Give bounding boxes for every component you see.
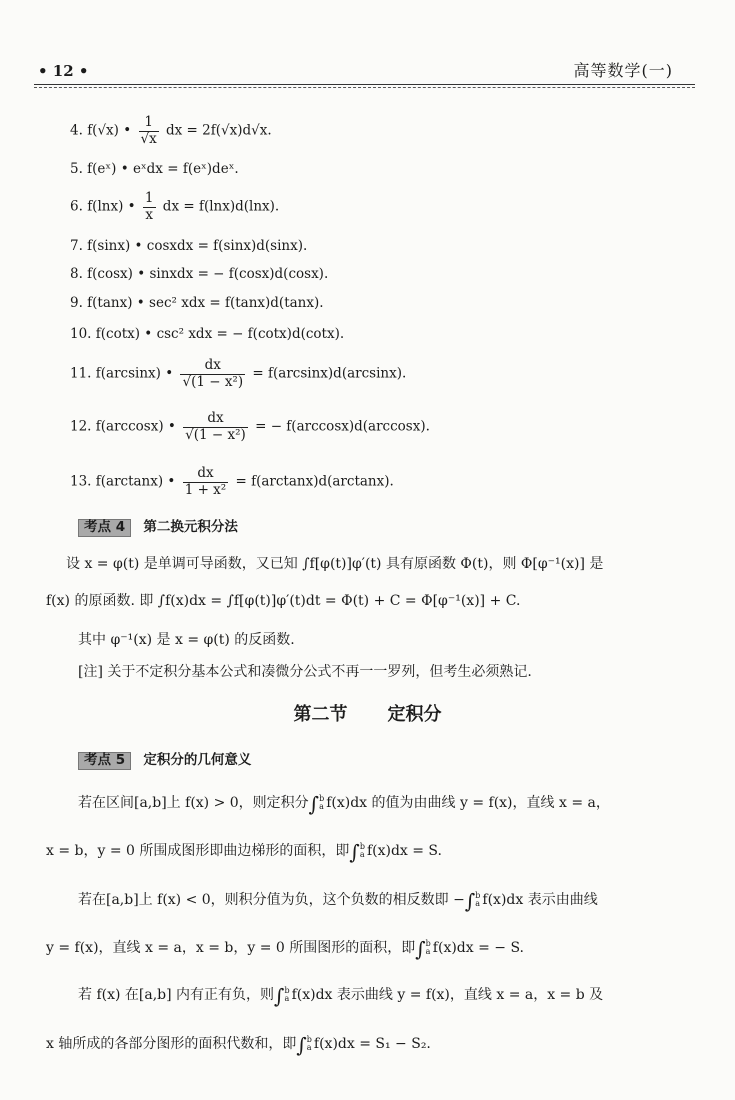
paragraph: x 轴所成的各部分图形的面积代数和，即∫ b a f(x)dx = S₁ − S₂. [46, 1033, 431, 1057]
paragraph: f(x) 的原函数. 即 ∫f(x)dx = ∫f[φ(t)]φ′(t)dt = Φ(t) + C = Φ[φ⁻¹(x)] + C. [46, 593, 521, 609]
formula-8: 8. f(cosx) • sinxdx = − f(cosx)d(cosx). [70, 266, 329, 282]
formula-6: 6. f(lnx) • $\frac{1}{x}$ dx = f(lnx)d(lnx). [70, 190, 280, 223]
formula-13: 13. f(arctanx) • $\frac{dx}{\text{1 + x²}}$ = f(arctanx)d(arctanx). [70, 465, 394, 498]
fraction: $\frac{1}{x}$ [144, 190, 154, 223]
kaodian-5-heading [78, 752, 251, 770]
header-rule [34, 84, 695, 85]
kaodian-4-heading [78, 519, 238, 537]
section-heading: 第二节 定积分 [293, 704, 442, 725]
note: [注] 关于不定积分基本公式和凑微分公式不再一一罗列，但考生必须熟记. [78, 664, 532, 680]
fraction: $\frac{dx}{\text{√(1 − x²)}}$ [185, 410, 246, 443]
paragraph: 若 f(x) 在[a,b] 内有正有负，则∫ b a f(x)dx 表示曲线 y = f(x)，直线 x = a，x = b 及 [78, 984, 604, 1008]
paragraph: 设 x = φ(t) 是单调可导函数，又已知 ∫f[φ(t)]φ′(t) 具有原函数 Φ(t)，则 Φ[φ⁻¹(x)] 是 [66, 556, 604, 572]
header-rule-dashed [34, 87, 695, 88]
formula-7: 7. f(sinx) • cosxdx = f(sinx)d(sinx). [70, 238, 308, 254]
formula-4: 4. f(√x) • $\frac{1}{√x}$ dx = 2f(√x)d√x. [70, 114, 272, 147]
kaodian-badge: 考点 4 [78, 519, 131, 537]
paragraph: y = f(x)，直线 x = a，x = b，y = 0 所围图形的面积，即∫ b a f(x)dx = − S. [46, 937, 525, 961]
formula-9: 9. f(tanx) • sec² xdx = f(tanx)d(tanx). [70, 295, 324, 311]
page-number: • 12 • [38, 62, 89, 80]
fraction: $\frac{dx}{\text{1 + x²}}$ [184, 465, 227, 498]
fraction: $\frac{dx}{\text{√(1 − x²)}}$ [182, 357, 244, 390]
formula-11: 11. f(arcsinx) • $\frac{dx}{\text{√(1 − x²)}}$ = f(arcsinx)d(arcsinx). [70, 357, 407, 390]
paragraph: 若在[a,b]上 f(x) < 0，则积分值为负，这个负数的相反数即 −∫ b a f(x)dx 表示由曲线 [78, 889, 598, 913]
kaodian-badge: 考点 5 [78, 752, 131, 770]
fraction: $\frac{1}{√x}$ [140, 114, 157, 147]
paragraph: x = b，y = 0 所围成图形即曲边梯形的面积，即∫ b a f(x)dx = S. [46, 840, 442, 864]
kaodian-title: 第二换元积分法 [143, 519, 238, 535]
kaodian-title: 定积分的几何意义 [143, 752, 252, 768]
book-title: 高等数学(一) [573, 61, 673, 80]
paragraph: 若在区间[a,b]上 f(x) > 0，则定积分∫ b a f(x)dx 的值为由曲线 y = f(x)，直线 x = a， [78, 792, 610, 816]
formula-5: 5. f(eˣ) • eˣdx = f(eˣ)deˣ. [70, 161, 239, 177]
paragraph: 其中 φ⁻¹(x) 是 x = φ(t) 的反函数. [78, 632, 295, 648]
formula-10: 10. f(cotx) • csc² xdx = − f(cotx)d(cotx). [70, 326, 345, 342]
formula-12: 12. f(arccosx) • $\frac{dx}{\text{√(1 − x²)}}$ = − f(arccosx)d(arccosx). [70, 410, 430, 443]
